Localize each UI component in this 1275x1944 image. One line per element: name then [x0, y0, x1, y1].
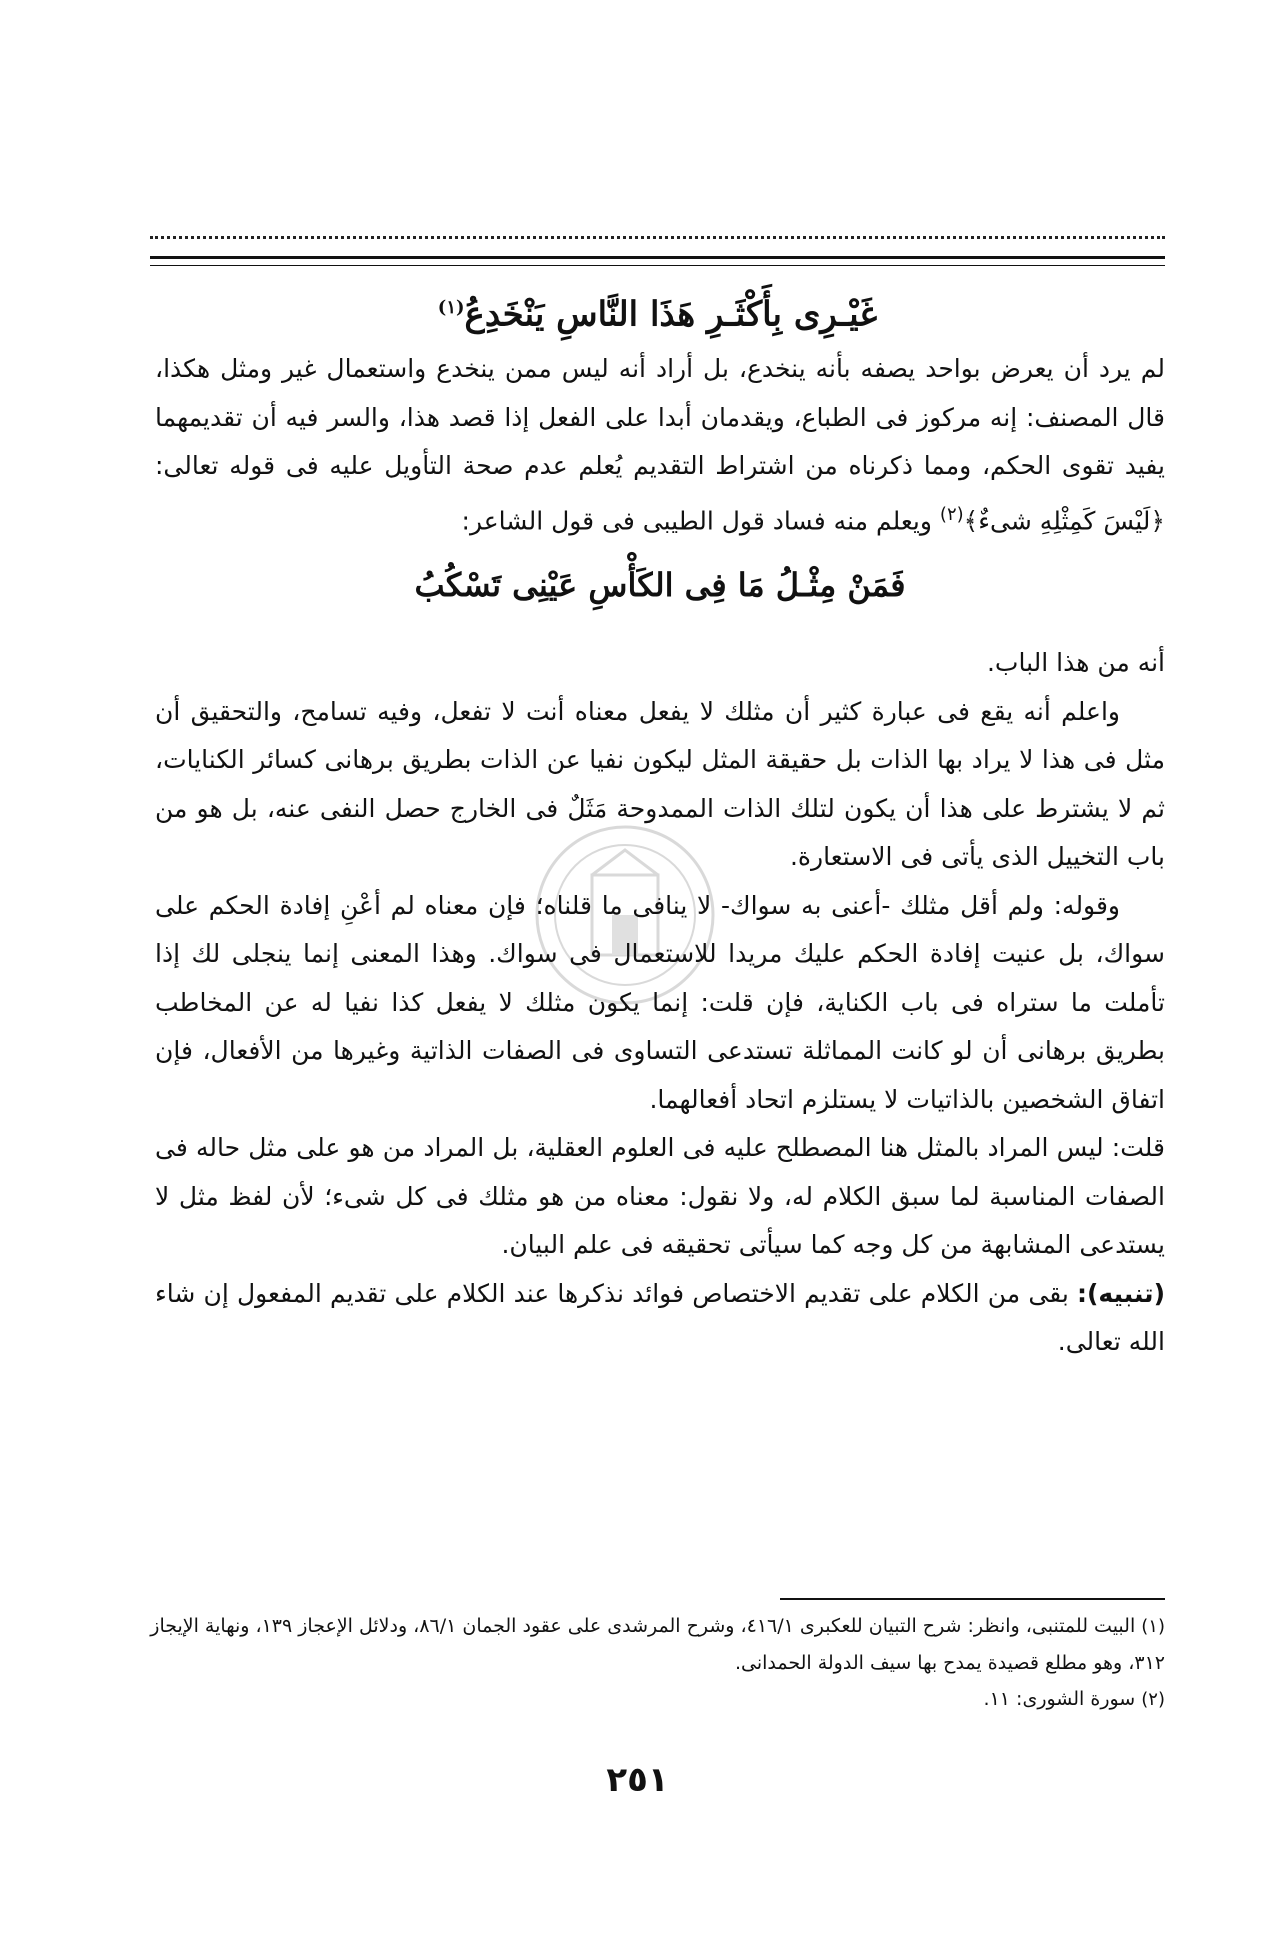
paragraph-4: وقوله: ولم أقل مثلك -أعنى به سواك- لا ينافى ما قلناه؛ فإن معناه لم أعْنِ إفادة الحكم على سواك، بل عنيت إفادة الحكم عليك مريدا للاستعمال فى سواك. وهذا المعنى إنما ينجلى لك إذا تأملت ما ستراه فى باب الكناية، فإن قلت: إنما يكون مثلك لا يفعل كذا نفيا له عن المخاطب بطريق برهانى أن لو كانت المماثلة تستدعى التساوى فى الصفات الذاتية وغيرها من الأفعال، فإن اتفاق الشخصين بالذاتيات لا يستلزم اتحاد أفعالهما. — [155, 890, 1165, 1114]
footnote-ref-2[interactable]: (٢) — [939, 503, 964, 525]
poem-line: فَمَنْ مِثْـلُ مَا فِى الكَأْسِ عَيْنِى تَسْكُبُ — [414, 566, 906, 605]
note-text: بقى من الكلام على تقديم الاختصاص فوائد نذكرها عند الكلام على تقديم المفعول إن شاء الله تعالى. — [155, 1278, 1165, 1357]
verse-heading-text: غَيْـرِى بِأَكْثَـرِ هَذَا النَّاسِ يَنْخَدِعُ — [464, 294, 878, 335]
paragraph-3: واعلم أنه يقع فى عبارة كثير أن مثلك لا يفعل معناه أنت لا تفعل، وفيه تسامح، والتحقيق أن مثل فى هذا لا يراد بها الذات بل حقيقة المثل ليكون نفيا عن الذات بطريق برهانى كسائر الكنايات، ثم لا يشترط على هذا أن يكون لتلك الذات الممدوحة مَثَلٌ فى الخارج حصل النفى عنه، بل هو من باب التخييل الذى يأتى فى الاستعارة. — [155, 696, 1165, 872]
page-number: ٢٥١ — [606, 1760, 669, 1800]
footnote-divider — [780, 1598, 1165, 1600]
main-text — [155, 345, 1165, 1367]
note-paragraph — [155, 1270, 1165, 1367]
note-label: (تنبيه): — [1076, 1278, 1165, 1308]
footnote-1-number: (١) — [1141, 1616, 1165, 1637]
footnote-2-text: سورة الشورى: ١١. — [983, 1688, 1142, 1710]
verse-heading — [150, 280, 1165, 342]
paragraph-1 — [155, 345, 1165, 545]
paragraph-2: أنه من هذا الباب. — [986, 648, 1165, 678]
footnote-1-text: البيت للمتنبى، وانظر: شرح التبيان للعكبرى ٤١٦/١، وشرح المرشدى على عقود الجمان ٨٦/١، ودلائل الإعجاز ١٣٩، ونهاية الإيجاز ٣١٢، وهو مطلع قصيدة يمدح بها سيف الدولة الحمدانى. — [150, 1615, 1165, 1674]
paragraph-5: قلت: ليس المراد بالمثل هنا المصطلح عليه فى العلوم العقلية، بل المراد من هو على مثل حاله فى الصفات المناسبة لما سبق الكلام له، ولا نقول: معناه من هو مثلك فى كل شىء؛ لأن لفظ مثل لا يستدعى المشابهة من كل وجه كما سيأتى تحقيقه فى علم البيان. — [155, 1133, 1165, 1260]
header-rule-thin — [150, 265, 1165, 266]
paragraph-1-text-b: ويعلم منه فساد قول الطيبى فى قول الشاعر: — [461, 505, 940, 535]
header-rule-thick — [150, 256, 1165, 259]
footnote-2-number: (٢) — [1141, 1689, 1165, 1710]
paragraph-1-text-a: لم يرد أن يعرض بواحد يصفه بأنه ينخدع، بل أراد أنه ليس ممن ينخدع واستعمال غير ومثل هكذا، قال المصنف: إنه مركوز فى الطباع، ويقدمان أبدا على الفعل إذا قصد هذا، والسر فيه أن تقديمهما يفيد تقوى الحكم، ومما ذكرناه من اشتراط التقديم يُعلم عدم صحة التأويل عليه فى قوله تعالى: ﴿لَيْسَ كَمِثْلِهِ شىءٌ﴾ — [155, 354, 1165, 535]
dotted-divider — [150, 236, 1165, 239]
footnote-1 — [150, 1608, 1165, 1681]
footnote-ref-1[interactable]: (١) — [437, 297, 465, 318]
footnote-2 — [150, 1681, 1165, 1718]
footnotes — [150, 1608, 1165, 1718]
